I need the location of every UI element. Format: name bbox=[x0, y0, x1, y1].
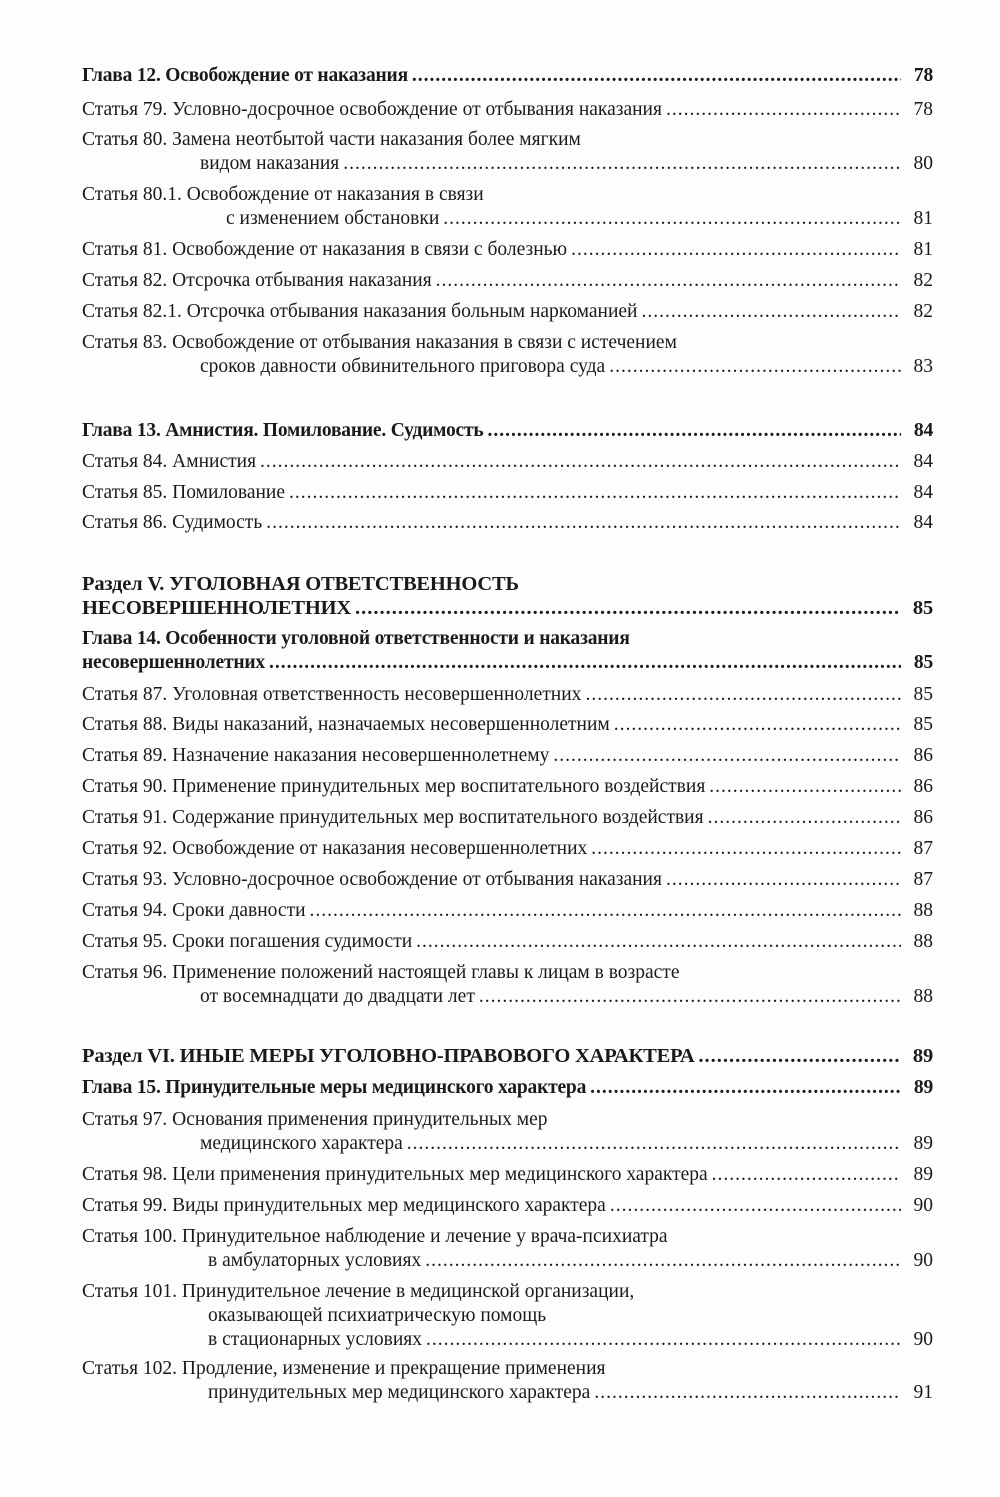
toc-entry-title: Статья 87. Уголовная ответственность несовершеннолетних bbox=[82, 684, 582, 705]
toc-entry-title: видом наказания bbox=[200, 153, 340, 174]
toc-entry-title: Статья 79. Условно-досрочное освобождение от отбывания наказания bbox=[82, 99, 662, 120]
toc-entry-continuation bbox=[82, 961, 933, 985]
toc-dot-leader bbox=[571, 238, 901, 262]
toc-entry-title: от восемнадцати до двадцати лет bbox=[200, 986, 475, 1007]
toc-entry-title: с изменением обстановки bbox=[226, 208, 440, 229]
toc-dot-leader bbox=[426, 1328, 901, 1352]
toc-entry bbox=[82, 868, 933, 892]
toc-entry-row bbox=[82, 269, 933, 293]
toc-entry-title: Раздел V. УГОЛОВНАЯ ОТВЕТСТВЕННОСТЬ bbox=[82, 573, 519, 595]
toc-entry-title: Статья 81. Освобождение от наказания в связи с болезнью bbox=[82, 239, 568, 260]
toc-page-number: 83 bbox=[913, 356, 933, 377]
toc-entry-title: Статья 85. Помилование bbox=[82, 482, 286, 503]
toc-entry-continuation bbox=[82, 627, 933, 651]
toc-entry-row bbox=[82, 713, 933, 737]
toc-entry-title: Статья 92. Освобождение от наказания несовершеннолетних bbox=[82, 838, 588, 859]
toc-entry-row bbox=[82, 1194, 933, 1218]
toc-entry-title: несовершеннолетних bbox=[82, 652, 265, 673]
toc-entry bbox=[82, 713, 933, 737]
toc-entry-row bbox=[82, 1381, 933, 1405]
toc-entry-row bbox=[82, 98, 933, 122]
toc-entry bbox=[82, 331, 933, 379]
toc-entry-title: Глава 13. Амнистия. Помилование. Судимость bbox=[82, 420, 484, 441]
toc-entry bbox=[82, 269, 933, 293]
toc-entry-row bbox=[82, 300, 933, 324]
toc-page-number: 88 bbox=[913, 986, 933, 1007]
toc-page-number: 85 bbox=[913, 684, 933, 705]
toc-entry-title: Статья 100. Принудительное наблюдение и лечение у врача-психиатра bbox=[82, 1226, 668, 1247]
toc-dot-leader bbox=[698, 1044, 901, 1068]
toc-entry bbox=[82, 183, 933, 231]
toc-page-number: 85 bbox=[913, 652, 933, 673]
toc-dot-leader bbox=[609, 355, 901, 379]
toc-entry-title: Статья 86. Судимость bbox=[82, 512, 263, 533]
toc-dot-leader bbox=[269, 651, 901, 675]
toc-entry-title: Статья 97. Основания применения принудительных мер bbox=[82, 1109, 548, 1130]
toc-entry bbox=[82, 1108, 933, 1156]
toc-dot-leader bbox=[666, 98, 901, 122]
toc-entry bbox=[82, 300, 933, 324]
toc-page-number: 86 bbox=[913, 776, 933, 797]
toc-dot-leader bbox=[641, 300, 901, 324]
toc-entry-continuation bbox=[82, 331, 933, 355]
toc-entry-title: Статья 94. Сроки давности bbox=[82, 900, 306, 921]
toc-page-number: 84 bbox=[913, 420, 933, 441]
toc-entry-row bbox=[82, 1163, 933, 1187]
toc-entry-row bbox=[82, 355, 933, 379]
toc-entry-row bbox=[82, 899, 933, 923]
toc-page-number: 86 bbox=[913, 745, 933, 766]
toc-entry bbox=[82, 899, 933, 923]
toc-entry-continuation bbox=[82, 183, 933, 207]
toc-entry-continuation bbox=[82, 572, 933, 596]
toc-page-number: 82 bbox=[913, 270, 933, 291]
toc-entry bbox=[82, 930, 933, 954]
toc-dot-leader bbox=[585, 683, 901, 707]
toc-dot-leader bbox=[355, 596, 901, 620]
toc-entry-row bbox=[82, 1132, 933, 1156]
toc-entry-title: Статья 84. Амнистия bbox=[82, 451, 257, 472]
toc-page-number: 89 bbox=[913, 1164, 933, 1185]
toc-page-number: 90 bbox=[913, 1195, 933, 1216]
toc-page-number: 90 bbox=[913, 1250, 933, 1271]
toc-entry-row bbox=[82, 419, 933, 443]
toc-entry-row bbox=[82, 238, 933, 262]
toc-entry-continuation bbox=[82, 1225, 933, 1249]
toc-entry-continuation bbox=[82, 1304, 933, 1328]
toc-entry-title: Статья 93. Условно-досрочное освобождение от отбывания наказания bbox=[82, 869, 662, 890]
toc-dot-leader bbox=[407, 1132, 901, 1156]
toc-entry-row bbox=[82, 837, 933, 861]
toc-page-number: 85 bbox=[913, 714, 933, 735]
toc-entry-title: Статья 82. Отсрочка отбывания наказания bbox=[82, 270, 432, 291]
toc-entry-row bbox=[82, 511, 933, 535]
toc-dot-leader bbox=[343, 152, 901, 176]
toc-entry-title: Глава 15. Принудительные меры медицинского характера bbox=[82, 1077, 587, 1098]
toc-entry bbox=[82, 1163, 933, 1187]
toc-dot-leader bbox=[553, 744, 901, 768]
toc-entry-row bbox=[82, 744, 933, 768]
toc-entry-title: Статья 89. Назначение наказания несовершеннолетнему bbox=[82, 745, 550, 766]
toc-entry bbox=[82, 775, 933, 799]
toc-dot-leader bbox=[266, 511, 901, 535]
toc-dot-leader bbox=[614, 713, 901, 737]
toc-dot-leader bbox=[666, 868, 901, 892]
toc-dot-leader bbox=[709, 775, 901, 799]
toc-entry bbox=[82, 837, 933, 861]
toc-dot-leader bbox=[610, 1194, 901, 1218]
toc-entry-row bbox=[82, 985, 933, 1009]
toc-page-number: 90 bbox=[913, 1329, 933, 1350]
toc-entry bbox=[82, 744, 933, 768]
toc-entry-row bbox=[82, 207, 933, 231]
toc-dot-leader bbox=[590, 1076, 901, 1100]
toc-entry-row bbox=[82, 868, 933, 892]
toc-page-number: 88 bbox=[913, 900, 933, 921]
toc-page-number: 89 bbox=[913, 1133, 933, 1154]
toc-entry-row bbox=[82, 481, 933, 505]
toc-page-number: 84 bbox=[913, 451, 933, 472]
toc-page-number: 89 bbox=[912, 1045, 933, 1067]
toc-page-number: 87 bbox=[913, 838, 933, 859]
toc-dot-leader bbox=[412, 64, 901, 88]
toc-dot-leader bbox=[289, 481, 901, 505]
toc-entry-row bbox=[82, 1044, 933, 1068]
toc-entry-row bbox=[82, 775, 933, 799]
toc-entry-continuation bbox=[82, 128, 933, 152]
toc-entry-row bbox=[82, 930, 933, 954]
toc-entry-title: Статья 101. Принудительное лечение в медицинской организации, bbox=[82, 1281, 635, 1302]
toc-entry-row bbox=[82, 152, 933, 176]
toc-entry bbox=[82, 683, 933, 707]
toc-entry-title: Статья 95. Сроки погашения судимости bbox=[82, 931, 413, 952]
toc-entry bbox=[82, 128, 933, 176]
toc-page-number: 81 bbox=[913, 208, 933, 229]
toc-dot-leader bbox=[416, 930, 901, 954]
toc-entry-title: Статья 80.1. Освобождение от наказания в связи bbox=[82, 184, 484, 205]
toc-entry-title: принудительных мер медицинского характера bbox=[208, 1382, 591, 1403]
toc-entry-row bbox=[82, 64, 933, 88]
toc-entry-title: Глава 14. Особенности уголовной ответственности и наказания bbox=[82, 628, 630, 649]
toc-entry-title: Статья 88. Виды наказаний, назначаемых несовершеннолетним bbox=[82, 714, 610, 735]
toc-entry-title: в амбулаторных условиях bbox=[208, 1250, 422, 1271]
toc-entry bbox=[82, 1076, 933, 1100]
toc-entry-continuation bbox=[82, 1357, 933, 1381]
toc-entry-title: медицинского характера bbox=[200, 1133, 403, 1154]
toc-entry bbox=[82, 238, 933, 262]
toc-entry bbox=[82, 1225, 933, 1273]
toc-entry bbox=[82, 572, 933, 620]
toc-entry-row bbox=[82, 450, 933, 474]
toc-page-number: 78 bbox=[913, 99, 933, 120]
toc-entry bbox=[82, 961, 933, 1009]
toc-entry bbox=[82, 511, 933, 535]
toc-entry-title: Раздел VI. ИНЫЕ МЕРЫ УГОЛОВНО-ПРАВОВОГО ХАРАКТЕРА bbox=[82, 1045, 695, 1067]
toc-page-number: 86 bbox=[913, 807, 933, 828]
toc-dot-leader bbox=[708, 806, 901, 830]
toc-entry-row bbox=[82, 1249, 933, 1273]
toc-entry-title: Статья 80. Замена неотбытой части наказания более мягким bbox=[82, 129, 581, 150]
toc-entry bbox=[82, 64, 933, 88]
toc-entry-title: Статья 99. Виды принудительных мер медицинского характера bbox=[82, 1195, 606, 1216]
toc-dot-leader bbox=[425, 1249, 901, 1273]
toc-entry-title: Глава 12. Освобождение от наказания bbox=[82, 65, 408, 86]
toc-entry-row bbox=[82, 806, 933, 830]
toc-entry bbox=[82, 1280, 933, 1352]
toc-entry bbox=[82, 481, 933, 505]
toc-entry bbox=[82, 1357, 933, 1405]
toc-entry bbox=[82, 98, 933, 122]
toc-page-number: 84 bbox=[913, 512, 933, 533]
toc-dot-leader bbox=[436, 269, 901, 293]
toc-page-number: 91 bbox=[913, 1382, 933, 1403]
toc-page-number: 81 bbox=[913, 239, 933, 260]
toc-entry bbox=[82, 627, 933, 675]
toc-entry-row bbox=[82, 1328, 933, 1352]
toc-entry-row bbox=[82, 651, 933, 675]
toc-entry-row bbox=[82, 596, 933, 620]
toc-dot-leader bbox=[310, 899, 901, 923]
toc-dot-leader bbox=[591, 837, 901, 861]
toc-page-number: 80 bbox=[913, 153, 933, 174]
toc-entry-title: Статья 98. Цели применения принудительных мер медицинского характера bbox=[82, 1164, 708, 1185]
toc-entry-title: сроков давности обвинительного приговора суда bbox=[200, 356, 606, 377]
toc-entry-row bbox=[82, 683, 933, 707]
toc-page-number: 82 bbox=[913, 301, 933, 322]
toc-entry bbox=[82, 419, 933, 443]
toc-entry bbox=[82, 450, 933, 474]
toc-page-number: 78 bbox=[913, 65, 933, 86]
toc-entry bbox=[82, 1044, 933, 1068]
toc-dot-leader bbox=[487, 419, 901, 443]
toc-dot-leader bbox=[712, 1163, 901, 1187]
toc-page-number: 89 bbox=[913, 1077, 933, 1098]
toc-page-number: 88 bbox=[913, 931, 933, 952]
toc-entry-row bbox=[82, 1076, 933, 1100]
toc-dot-leader bbox=[260, 450, 901, 474]
toc-entry-title: НЕСОВЕРШЕННОЛЕТНИХ bbox=[82, 597, 351, 619]
toc-entry-continuation bbox=[82, 1280, 933, 1304]
toc-page-number: 84 bbox=[913, 482, 933, 503]
toc-entry-title: оказывающей психиатрическую помощь bbox=[208, 1305, 547, 1326]
toc-entry-title: Статья 90. Применение принудительных мер воспитательного воздействия bbox=[82, 776, 706, 797]
toc-dot-leader bbox=[479, 985, 901, 1009]
toc-entry-title: в стационарных условиях bbox=[208, 1329, 423, 1350]
toc-entry bbox=[82, 1194, 933, 1218]
toc-entry-title: Статья 83. Освобождение от отбывания наказания в связи с истечением bbox=[82, 332, 677, 353]
toc-entry-title: Статья 96. Применение положений настоящей главы к лицам в возрасте bbox=[82, 962, 680, 983]
toc-dot-leader bbox=[443, 207, 901, 231]
toc-page-number: 85 bbox=[912, 597, 933, 619]
toc-entry-title: Статья 102. Продление, изменение и прекращение применения bbox=[82, 1358, 606, 1379]
toc-entry-title: Статья 91. Содержание принудительных мер воспитательного воздействия bbox=[82, 807, 704, 828]
toc-entry-continuation bbox=[82, 1108, 933, 1132]
toc-dot-leader bbox=[594, 1381, 901, 1405]
toc-entry-title: Статья 82.1. Отсрочка отбывания наказания больным наркоманией bbox=[82, 301, 638, 322]
toc-page-number: 87 bbox=[913, 869, 933, 890]
toc-entry bbox=[82, 806, 933, 830]
